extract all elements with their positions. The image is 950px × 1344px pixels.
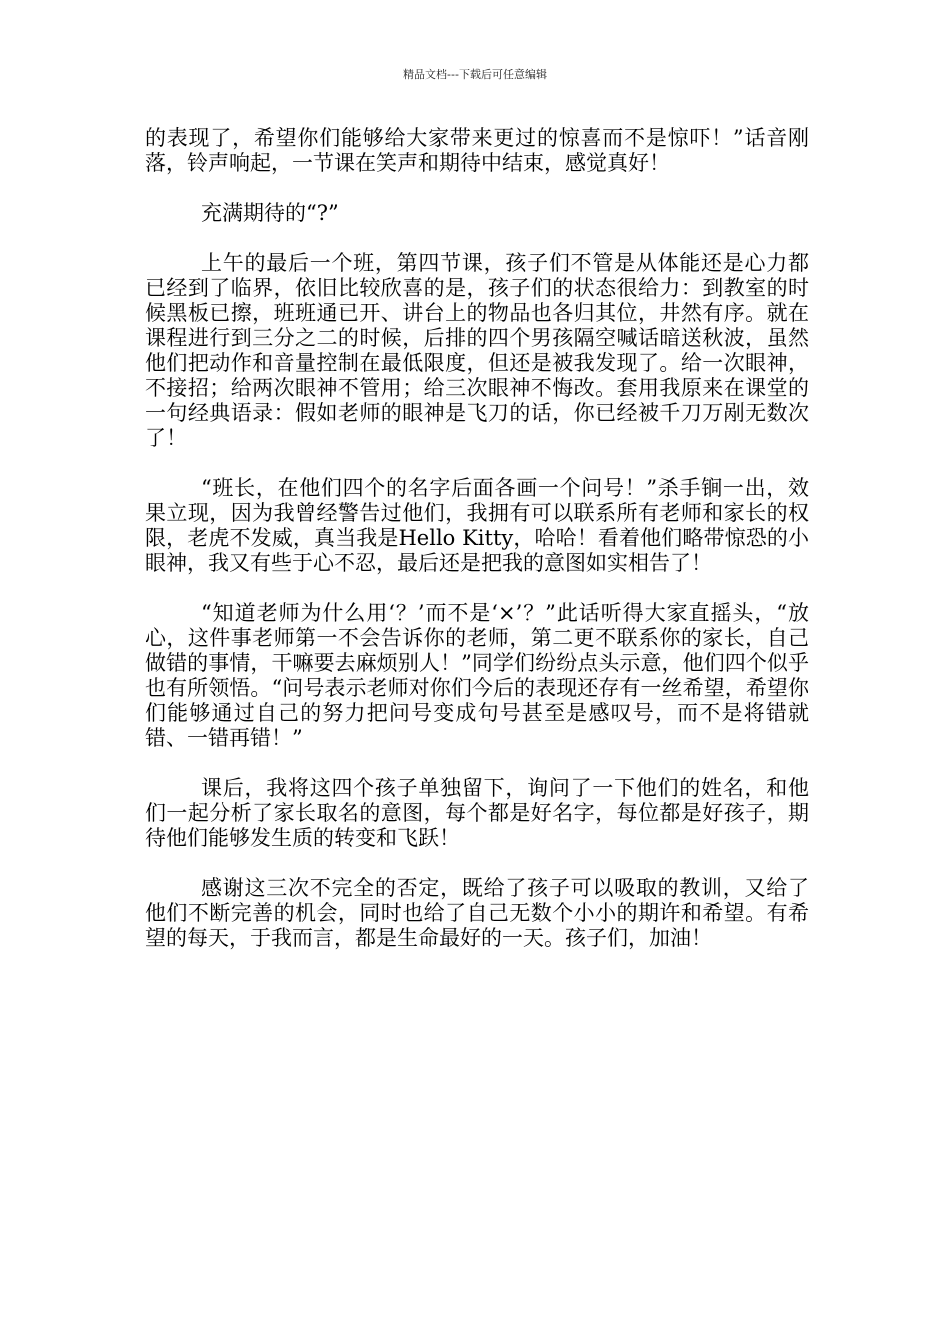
section-heading: 充满期待的“?” xyxy=(201,201,339,225)
paragraph: “班长，在他们四个的名字后面各画一个问号！”杀手锏一出，效果立现，因为我曾经警告过他们，我拥有可以联系所有老师和家长的权限，老虎不发威，真当我是Hello Kitty，哈哈！看着他们略带惊恐的小眼神，我又有些于心不忍，最后还是把我的意图如实相告了！ xyxy=(145,476,809,575)
paragraph: “知道老师为什么用‘？’而不是‘×’？”此话听得大家直摇头，“放心，这件事老师第一不会告诉你的老师，第二更不联系你的家长，自己做错的事情，干嘛要去麻烦别人！”同学们纷纷点头示意，他们四个似乎也有所领悟。“问号表示老师对你们今后的表现还存有一丝希望，希望你们能够通过自己的努力把问号变成句号甚至是感叹号，而不是将错就错、一错再错！” xyxy=(145,601,809,750)
document-body xyxy=(145,126,809,976)
paragraph: 课后，我将这四个孩子单独留下，询问了一下他们的姓名，和他们一起分析了家长取名的意图，每个都是好名字，每位都是好孩子，期待他们能够发生质的转变和飞跃！ xyxy=(145,776,809,850)
paragraph: 上午的最后一个班，第四节课，孩子们不管是从体能还是心力都已经到了临界，依旧比较欣喜的是，孩子们的状态很给力：到教室的时候黑板已擦，班班通已开、讲台上的物品也各归其位，井然有序。就在课程进行到三分之二的时候，后排的四个男孩隔空喊话暗送秋波，虽然他们把动作和音量控制在最低限度，但还是被我发现了。给一次眼神，不接招；给两次眼神不管用；给三次眼神不悔改。套用我原来在课堂的一句经典语录：假如老师的眼神是飞刀的话，你已经被千刀万剐无数次了！ xyxy=(145,251,809,450)
paragraph-continued: 的表现了，希望你们能够给大家带来更过的惊喜而不是惊吓！”话音刚落，铃声响起，一节课在笑声和期待中结束，感觉真好！ xyxy=(145,126,809,175)
page-header: 精品文档---下载后可任意编辑 xyxy=(403,68,547,81)
paragraph: 感谢这三次不完全的否定，既给了孩子可以吸取的教训，又给了他们不断完善的机会，同时也给了自己无数个小小的期许和希望。有希望的每天，于我而言，都是生命最好的一天。孩子们，加油！ xyxy=(145,876,809,950)
